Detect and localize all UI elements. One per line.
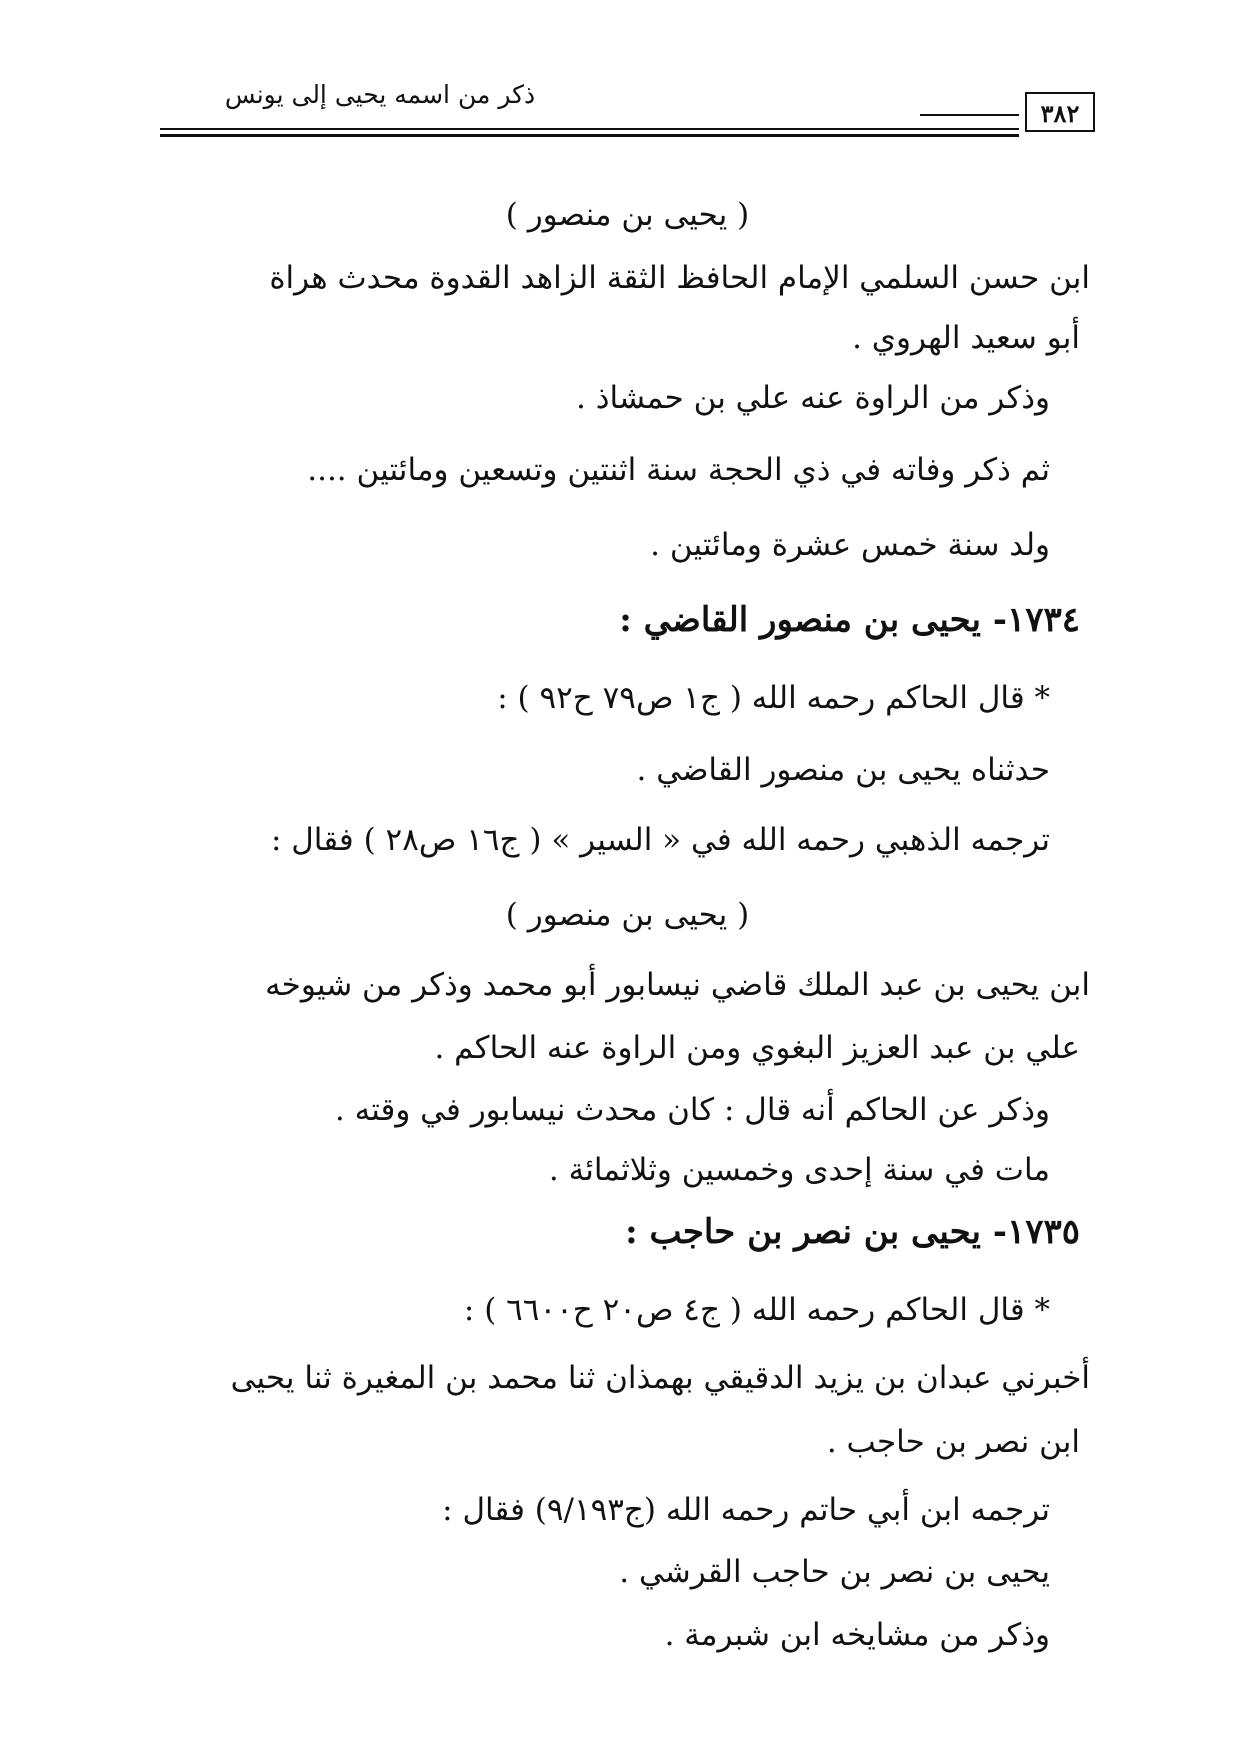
entry-heading: ١٧٣٥- يحيى بن نصر بن حاجب : [625,1212,1080,1252]
header-rule-thick [160,134,1019,137]
text-line: ترجمه ابن أبي حاتم رحمه الله (ج٩/١٩٣) فقال : [442,1492,1050,1528]
text-line: علي بن عبد العزيز البغوي ومن الراوة عنه الحاكم . [434,1030,1080,1066]
text-line: وذكر من مشايخه ابن شبرمة . [664,1617,1050,1653]
text-line: أخبرني عبدان بن يزيد الدقيقي بهمذان ثنا محمد بن المغيرة ثنا يحيى [230,1360,1090,1396]
text-line: ترجمه الذهبي رحمه الله في « السير » ( ج١٦ ص٢٨ ) فقال : [270,822,1050,858]
entry-subheading: ( يحيى بن منصور ) [505,897,750,933]
entry-subheading: ( يحيى بن منصور ) [505,197,750,233]
entry-heading: ١٧٣٤- يحيى بن منصور القاضي : [619,600,1080,640]
text-line: ثم ذكر وفاته في ذي الحجة سنة اثنتين وتسعين ومائتين .... [307,452,1050,488]
text-line: ابن يحيى بن عبد الملك قاضي نيسابور أبو محمد وذكر من شيوخه [265,967,1090,1003]
header-title: ذكر من اسمه يحيى إلى يونس [224,80,536,109]
text-line: حدثناه يحيى بن منصور القاضي . [636,752,1050,788]
header-short-rule [920,114,1019,116]
page-number: ٣٨٢ [1025,92,1095,132]
text-line: ابن نصر بن حاجب . [826,1424,1080,1460]
text-line: مات في سنة إحدى وخمسين وثلاثمائة . [548,1152,1050,1188]
text-line: ابن حسن السلمي الإمام الحافظ الثقة الزاهد القدوة محدث هراة [269,260,1090,296]
text-line: * قال الحاكم رحمه الله ( ج١ ص٧٩ ح٩٢ ) : [497,680,1050,716]
text-line: يحيى بن نصر بن حاجب القرشي . [619,1554,1050,1590]
header-rule [160,128,1019,130]
text-line: أبو سعيد الهروي . [852,320,1080,356]
text-line: وذكر عن الحاكم أنه قال : كان محدث نيسابور في وقته . [334,1092,1050,1128]
text-line: * قال الحاكم رحمه الله ( ج٤ ص٢٠ ح٦٦٠٠ ) : [463,1292,1050,1328]
text-line: ولد سنة خمس عشرة ومائتين . [650,527,1050,563]
text-line: وذكر من الراوة عنه علي بن حمشاذ . [576,380,1050,416]
running-header [160,80,1095,150]
